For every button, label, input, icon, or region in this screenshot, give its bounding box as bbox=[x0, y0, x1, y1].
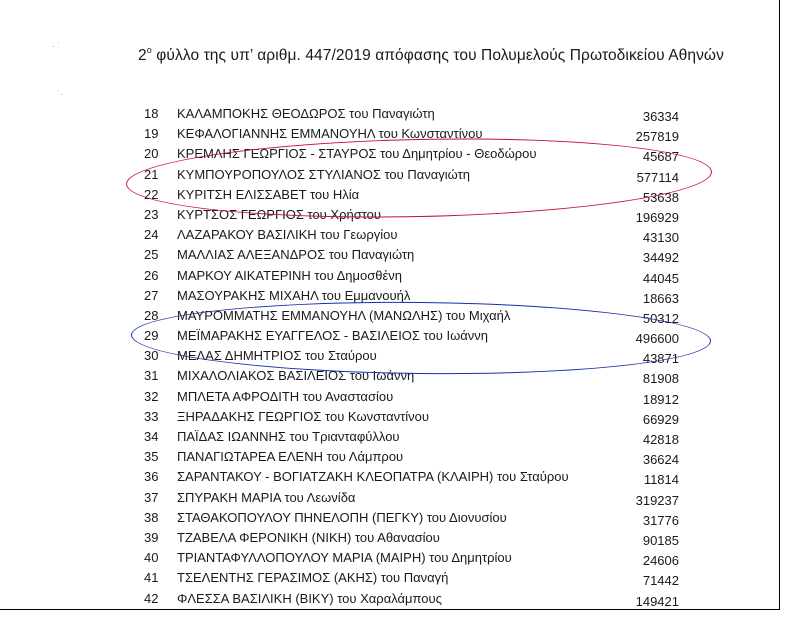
person-name: ΚΥΡΤΣΟΣ ΓΕΩΡΓΙΟΣ του Χρήστου bbox=[177, 206, 382, 222]
row-number: 37 bbox=[144, 489, 159, 505]
amount-value: 257819 bbox=[635, 129, 679, 145]
person-name: ΚΥΜΠΟΥΡΟΠΟΥΛΟΣ ΣΤΥΛΙΑΝΟΣ του Παναγιώτη bbox=[177, 166, 471, 182]
row-number: 26 bbox=[144, 267, 159, 283]
person-name: ΜΑΣΟΥΡΑΚΗΣ ΜΙΧΑΗΛ του Εμμανουήλ bbox=[177, 287, 411, 303]
list-item bbox=[0, 286, 780, 306]
person-name: ΚΕΦΑΛΟΓΙΑΝΝΗΣ ΕΜΜΑΝΟΥΗΛ του Κωνσταντίνου bbox=[177, 126, 483, 142]
list-item bbox=[0, 124, 780, 144]
amount-value: 50312 bbox=[642, 310, 679, 326]
person-name: ΜΕΛΑΣ ΔΗΜΗΤΡΙΟΣ του Σταύρου bbox=[177, 348, 377, 364]
person-name: ΣΠΥΡΑΚΗ ΜΑΡΙΑ του Λεωνίδα bbox=[177, 489, 356, 505]
person-name: ΚΥΡΙΤΣΗ ΕΛΙΣΣΑΒΕΤ του Ηλία bbox=[177, 186, 360, 202]
row-number: 41 bbox=[144, 570, 159, 586]
list-item bbox=[0, 104, 780, 124]
person-name: ΜΑΡΚΟΥ ΑΙΚΑΤΕΡΙΝΗ του Δημοσθένη bbox=[177, 267, 403, 283]
amount-value: 34492 bbox=[642, 250, 679, 266]
person-name: ΤΣΕΛΕΝΤΗΣ ΓΕΡΑΣΙΜΟΣ (ΑΚΗΣ) του Παναγή bbox=[177, 570, 449, 586]
person-name: ΤΖΑΒΕΛΑ ΦΕΡΟΝΙΚΗ (ΝΙΚΗ) του Αθανασίου bbox=[177, 529, 440, 545]
person-name: ΣΑΡΑΝΤΑΚΟΥ - ΒΟΓΙΑΤΖΑΚΗ ΚΛΕΟΠΑΤΡΑ (ΚΛΑΙΡΗ) του Σταύρου bbox=[177, 469, 569, 485]
amount-value: 66929 bbox=[642, 411, 679, 427]
list-item bbox=[0, 366, 780, 386]
row-number: 23 bbox=[144, 206, 159, 222]
list-item bbox=[0, 165, 780, 185]
row-number: 30 bbox=[144, 348, 159, 364]
amount-value: 319237 bbox=[635, 492, 679, 508]
row-number: 39 bbox=[144, 529, 159, 545]
list-item bbox=[0, 225, 780, 245]
row-number: 18 bbox=[144, 106, 159, 121]
list-item bbox=[0, 387, 780, 407]
amount-value: 90185 bbox=[642, 532, 679, 548]
amount-value: 149421 bbox=[635, 593, 679, 609]
list-item bbox=[0, 144, 780, 164]
sheet-ordinal-suffix: ο bbox=[146, 45, 152, 55]
row-number: 32 bbox=[144, 388, 159, 404]
amount-value: 81908 bbox=[642, 371, 679, 387]
list-item bbox=[0, 245, 780, 265]
row-number: 25 bbox=[144, 247, 159, 263]
person-name: ΚΑΛΑΜΠΟΚΗΣ ΘΕΟΔΩΡΟΣ του Παναγιώτη bbox=[177, 106, 435, 121]
person-name: ΛΑΖΑΡΑΚΟΥ ΒΑΣΙΛΙΚΗ του Γεωργίου bbox=[177, 227, 398, 243]
amount-value: 18663 bbox=[642, 290, 679, 306]
page-title bbox=[138, 46, 738, 65]
row-number: 22 bbox=[144, 186, 159, 202]
amount-value: 36334 bbox=[642, 109, 679, 124]
row-number: 19 bbox=[144, 126, 159, 142]
amount-value: 24606 bbox=[642, 553, 679, 569]
list-item bbox=[0, 528, 780, 548]
person-name: ΜΑΛΛΙΑΣ ΑΛΕΞΑΝΔΡΟΣ του Παναγιώτη bbox=[177, 247, 415, 263]
row-number: 31 bbox=[144, 368, 159, 384]
person-name: ΜΑΥΡΟΜΜΑΤΗΣ ΕΜΜΑΝΟΥΗΛ (ΜΑΝΩΛΗΣ) του Μιχαήλ bbox=[177, 307, 511, 323]
person-name: ΦΛΕΣΣΑ ΒΑΣΙΛΙΚΗ (ΒΙΚΥ) του Χαραλάμπους bbox=[177, 590, 442, 606]
row-number: 21 bbox=[144, 166, 159, 182]
row-number: 28 bbox=[144, 307, 159, 323]
amount-value: 577114 bbox=[636, 169, 679, 185]
list-item bbox=[0, 407, 780, 427]
row-number: 42 bbox=[144, 590, 159, 606]
person-name: ΞΗΡΑΔΑΚΗΣ ΓΕΩΡΓΙΟΣ του Κωνσταντίνου bbox=[177, 408, 429, 424]
title-text: φύλλο της υπ’ αριθμ. 447/2019 απόφασης του Πολυμελούς Πρωτοδικείου Αθηνών bbox=[156, 47, 724, 65]
row-number: 20 bbox=[144, 146, 159, 162]
person-name: ΠΑΝΑΓΙΩΤΑΡΕΑ ΕΛΕΝΗ του Λάμπρου bbox=[177, 449, 404, 465]
amount-value: 53638 bbox=[642, 189, 679, 205]
list-item bbox=[0, 326, 780, 346]
person-name: ΜΠΛΕΤΑ ΑΦΡΟΔΙΤΗ του Αναστασίου bbox=[177, 388, 394, 404]
person-name: ΜΙΧΑΛΟΛΙΑΚΟΣ ΒΑΣΙΛΕΙΟΣ του Ιωάννη bbox=[177, 368, 415, 384]
row-number: 27 bbox=[144, 287, 159, 303]
list-item bbox=[0, 306, 780, 326]
list-item bbox=[0, 589, 780, 609]
scan-border-bottom bbox=[0, 609, 780, 610]
amount-value: 43871 bbox=[642, 351, 679, 367]
row-number: 40 bbox=[144, 550, 159, 566]
list-item bbox=[0, 548, 780, 568]
amount-value: 44045 bbox=[642, 270, 679, 286]
list-item bbox=[0, 508, 780, 528]
amount-value: 31776 bbox=[642, 512, 679, 528]
amount-value: 36624 bbox=[642, 452, 679, 468]
row-number: 35 bbox=[144, 449, 159, 465]
amount-value: 45687 bbox=[642, 149, 679, 165]
person-name: ΤΡΙΑΝΤΑΦΥΛΛΟΠΟΥΛΟΥ ΜΑΡΙΑ (ΜΑΙΡΗ) του Δημητρίου bbox=[177, 550, 512, 566]
list-item bbox=[0, 185, 780, 205]
person-name: ΚΡΕΜΛΗΣ ΓΕΩΡΓΙΟΣ - ΣΤΑΥΡΟΣ του Δημητρίου - Θεοδώρου bbox=[177, 146, 537, 162]
list-item bbox=[0, 488, 780, 508]
row-number: 38 bbox=[144, 509, 159, 525]
amount-value: 11814 bbox=[643, 472, 679, 488]
amount-value: 43130 bbox=[642, 230, 679, 246]
list-item bbox=[0, 467, 780, 487]
list-item bbox=[0, 427, 780, 447]
amount-value: 496600 bbox=[635, 331, 679, 347]
row-number: 34 bbox=[144, 429, 159, 444]
amount-value: 196929 bbox=[635, 209, 679, 225]
list-item bbox=[0, 346, 780, 366]
list-item bbox=[0, 266, 780, 286]
row-number: 29 bbox=[144, 328, 159, 344]
scan-speck: ˙· bbox=[57, 89, 63, 99]
sheet-number: 2 bbox=[138, 47, 147, 65]
row-number: 33 bbox=[144, 408, 159, 424]
scan-speck: · ˙ bbox=[52, 41, 61, 51]
row-number: 36 bbox=[144, 469, 159, 485]
amount-value: 42818 bbox=[642, 432, 679, 447]
person-name: ΠΑΪΔΑΣ ΙΩΑΝΝΗΣ του Τριανταφύλλου bbox=[177, 429, 400, 444]
person-name: ΣΤΑΘΑΚΟΠΟΥΛΟΥ ΠΗΝΕΛΟΠΗ (ΠΕΓΚΥ) του Διονυσίου bbox=[177, 509, 507, 525]
list-item bbox=[0, 568, 780, 588]
amount-value: 18912 bbox=[642, 391, 679, 407]
list-item bbox=[0, 447, 780, 467]
creditor-list bbox=[0, 104, 780, 609]
amount-value: 71442 bbox=[642, 573, 679, 589]
list-item bbox=[0, 205, 780, 225]
person-name: ΜΕΪΜΑΡΑΚΗΣ ΕΥΑΓΓΕΛΟΣ - ΒΑΣΙΛΕΙΟΣ του Ιωάννη bbox=[177, 328, 488, 344]
row-number: 24 bbox=[144, 227, 159, 243]
